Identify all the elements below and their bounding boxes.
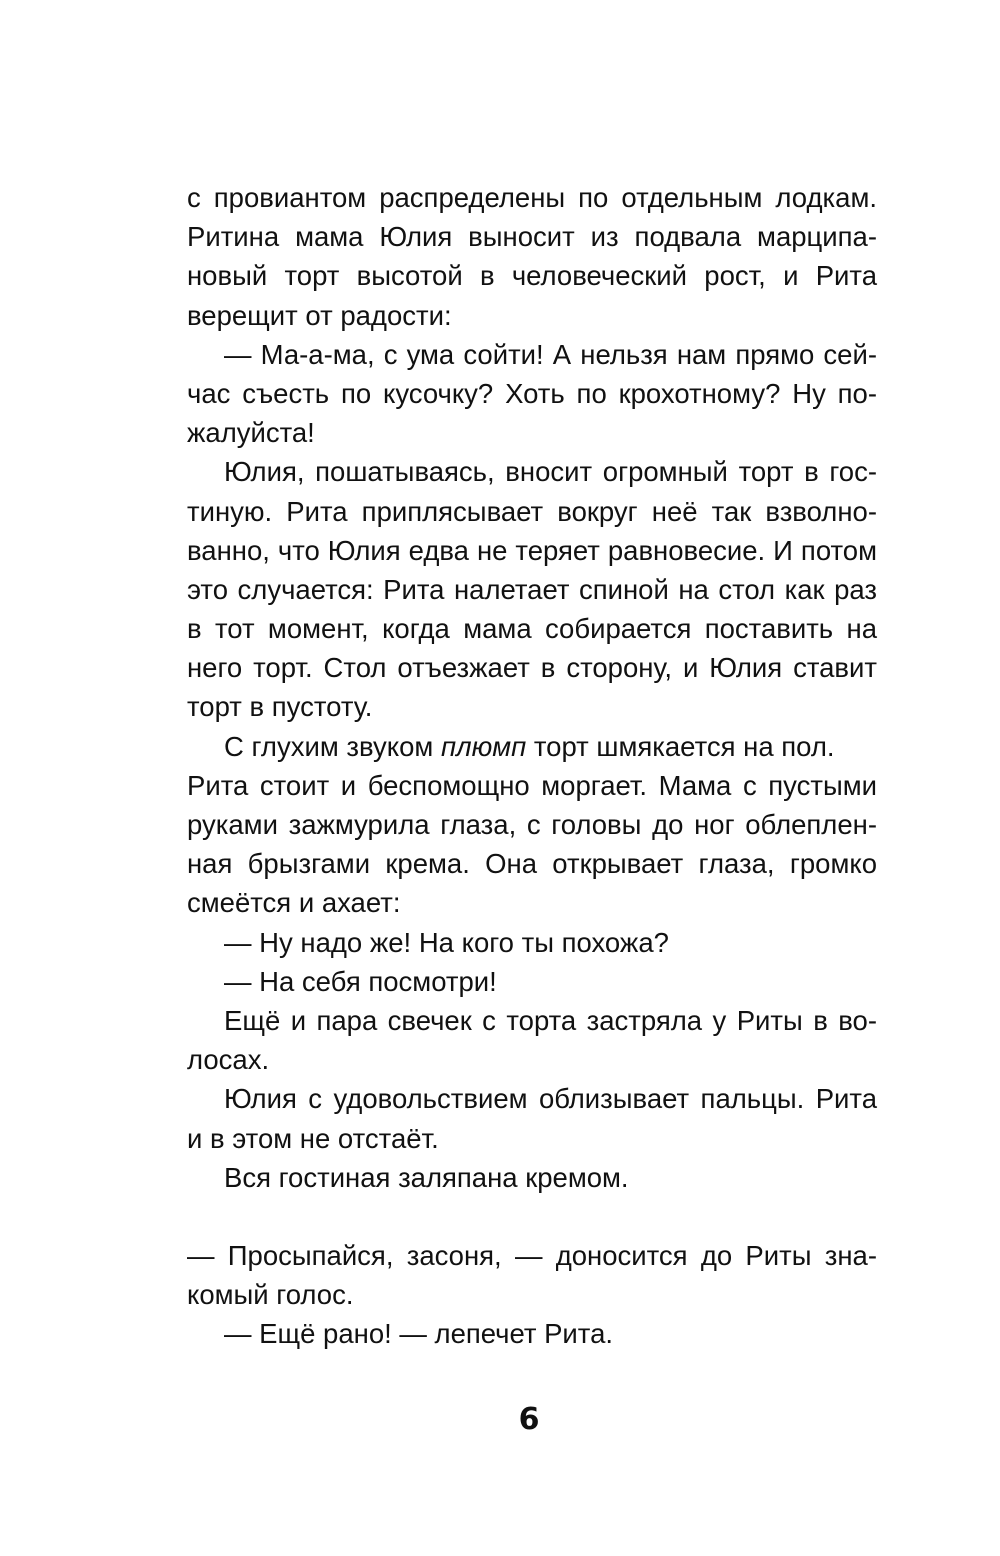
text-line: Вся гостиная заляпана кремом. (224, 1161, 629, 1193)
text-line: — На себя посмотри! (224, 965, 497, 997)
text-line: — Просыпайся, засоня, — доносится до Риты зна- (187, 1239, 877, 1271)
text-line: час съесть по кусочку? Хоть по крохотному? Ну по- (187, 377, 877, 409)
text-line: Рита стоит и беспомощно моргает. Мама с пустыми (187, 769, 877, 801)
text-line: Юлия с удовольствием облизывает пальцы. Рита (224, 1083, 877, 1115)
text-line: это случается: Рита налетает спиной на стол как раз (187, 573, 877, 605)
text-line: руками зажмурила глаза, с головы до ног облеплен- (187, 809, 877, 840)
text-line: него торт. Стол отъезжает в сторону, и Юлия ставит (187, 652, 877, 684)
text-line: жалуйста! (187, 417, 315, 449)
text-line: тиную. Рита приплясывает вокруг неё так взволно- (187, 495, 877, 527)
text-line: комый голос. (187, 1279, 354, 1311)
text-line: лосах. (187, 1044, 270, 1076)
text-line: ванно, что Юлия едва не теряет равновесие. И потом (187, 534, 877, 566)
text-line: Ритина мама Юлия выносит из подвала марципа- (187, 221, 877, 253)
text-line: ная брызгами крема. Она открывает глаза, громко (187, 848, 877, 880)
text-line: торт в пустоту. (187, 691, 373, 723)
text-line: Юлия, пошатываясь, вносит огромный торт в гос- (224, 456, 877, 488)
text-line: — Ещё рано! — лепечет Рита. (224, 1318, 614, 1350)
text-line: новый торт высотой в человеческий рост, и Рита (187, 260, 877, 292)
text-fragment: С глухим звуком (224, 730, 441, 762)
page-number: 6 (518, 1402, 540, 1437)
text-line: верещит от радости: (187, 299, 452, 331)
text-line: в тот момент, когда мама собирается поставить на (187, 613, 877, 645)
text-line (187, 727, 877, 766)
text-fragment: торт шмякается на пол. (526, 730, 835, 762)
text-line: и в этом не отстаёт. (187, 1122, 439, 1154)
text-line: Ещё и пара свечек с торта застряла у Риты в во- (224, 1004, 877, 1036)
text-line: — Ну надо же! На кого ты похожа? (224, 926, 669, 958)
body-text (187, 178, 877, 1353)
text-line: смеётся и ахает: (187, 887, 401, 919)
italic-word: плюмп (440, 730, 527, 762)
text-line: с провиантом распределены по отдельным лодкам. (187, 182, 877, 213)
text-line: — Ма-а-ма, с ума сойти! А нельзя нам прямо сей- (224, 338, 877, 370)
